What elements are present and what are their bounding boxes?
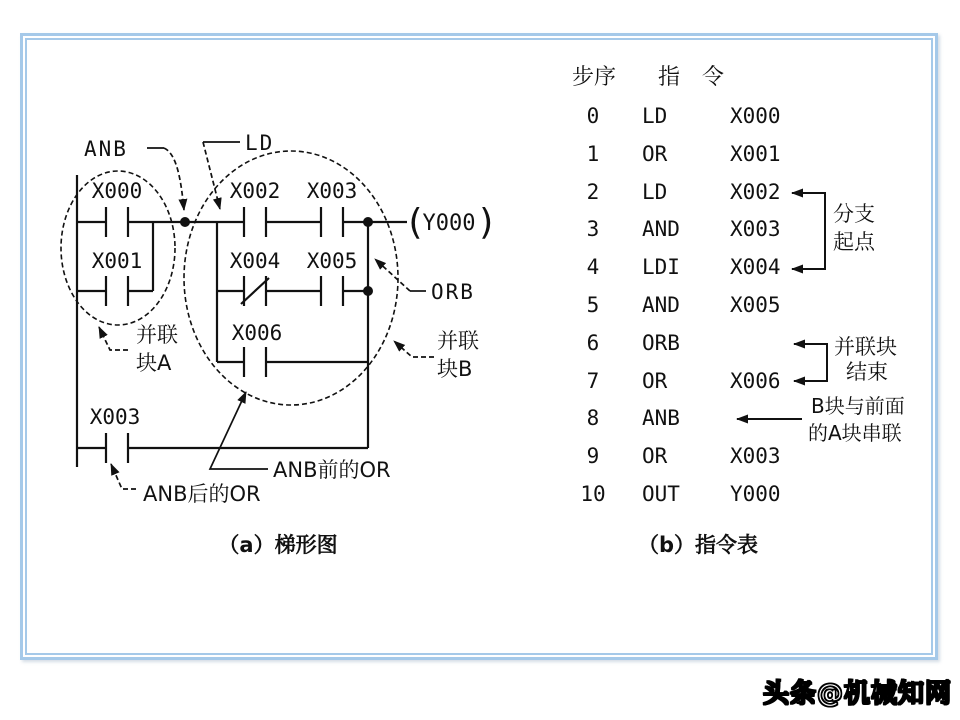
operand-cell: X006 <box>730 368 781 393</box>
contact-x001-label: X001 <box>91 249 143 273</box>
or-after-anb-label: ANB后的OR <box>143 482 261 506</box>
opcode-cell: OR <box>642 368 668 393</box>
step-cell: 4 <box>586 255 600 280</box>
block-b-label-line1: 并联 <box>437 329 479 353</box>
operand-cell: X001 <box>730 141 781 166</box>
branch-start-label-line2: 起点 <box>833 230 875 254</box>
block-a-label-line1: 并联 <box>136 323 178 347</box>
operand-cell: X004 <box>730 255 781 280</box>
series-note-label-line1: B块与前面 <box>811 394 905 418</box>
contact-x002-label: X002 <box>229 179 281 203</box>
opcode-cell: OR <box>642 141 668 166</box>
orb-leader <box>375 259 410 291</box>
operand-cell: Y000 <box>730 481 781 506</box>
step-cell: 2 <box>586 179 600 204</box>
parallel-end-label-line1: 并联块 <box>834 335 897 359</box>
table-row <box>572 174 812 212</box>
table-row <box>572 438 812 476</box>
opcode-cell: LD <box>642 179 668 204</box>
opcode-cell: AND <box>642 292 680 317</box>
block-b-leader <box>394 341 434 357</box>
table-row <box>572 136 812 174</box>
table-row <box>572 325 812 363</box>
block-a-label-line2: 块A <box>136 351 172 375</box>
coil-paren-close: ) <box>476 202 498 243</box>
or-before-anb-leader <box>210 392 268 469</box>
anb-leader <box>164 148 184 210</box>
or-before-anb-label: ANB前的OR <box>273 458 391 482</box>
branch-start-label-line1: 分支 <box>833 202 875 226</box>
contact-x006-label: X006 <box>231 321 283 345</box>
anb-label: ANB <box>84 137 128 161</box>
opcode-cell: LDI <box>642 255 680 280</box>
opcode-cell: LD <box>642 104 668 128</box>
table-annotation-labels <box>808 202 905 445</box>
coil-y000-label: Y000 <box>422 211 476 236</box>
opcode-cell: OR <box>642 444 668 469</box>
operand-cell: X003 <box>730 444 781 469</box>
or-after-anb-leader <box>111 464 136 489</box>
opcode-cell: AND <box>642 217 680 242</box>
step-cell: 6 <box>586 330 600 355</box>
step-cell: 3 <box>586 217 600 242</box>
table-row <box>572 363 812 401</box>
contact-x005-label: X005 <box>306 249 358 273</box>
header-step-column: 步序 <box>572 65 617 90</box>
instruction-table <box>572 98 812 514</box>
step-cell: 10 <box>580 481 606 506</box>
orb-label: ORB <box>431 280 475 304</box>
operand-cell: X005 <box>730 292 781 317</box>
step-cell: 9 <box>586 444 600 469</box>
watermark: 头条@机械知网 <box>762 679 952 709</box>
ld-leader <box>203 142 220 209</box>
series-note-label-line2: 的A块串联 <box>808 421 902 445</box>
table-row <box>572 249 812 287</box>
ld-label: LD <box>245 131 275 155</box>
contact-x003-bottom-label: X003 <box>89 405 141 429</box>
parallel-end-label-line2: 结束 <box>846 360 888 384</box>
opcode-cell: ORB <box>642 330 680 355</box>
step-cell: 0 <box>586 104 600 128</box>
operand-cell: X003 <box>730 217 781 242</box>
contact-x000-label: X000 <box>91 179 143 203</box>
instruction-table-header <box>572 60 812 90</box>
contact-x003-top-label: X003 <box>306 179 358 203</box>
coil-paren-open: ( <box>404 202 426 243</box>
ladder-labels <box>84 131 498 506</box>
operand-cell: X000 <box>730 104 781 128</box>
opcode-cell: OUT <box>642 481 680 506</box>
block-a-leader <box>99 327 128 350</box>
step-cell: 1 <box>586 141 600 166</box>
instruction-table-caption: （b）指令表 <box>637 533 759 557</box>
operand-cell: X002 <box>730 179 781 204</box>
block-b-label-line2: 块B <box>437 357 473 381</box>
header-instruction-column: 指 令 <box>658 65 725 90</box>
opcode-cell: ANB <box>642 406 680 431</box>
step-cell: 7 <box>586 368 600 393</box>
step-cell: 5 <box>586 292 600 317</box>
nc-contact-slash <box>241 278 269 304</box>
table-row <box>572 98 812 136</box>
ladder-caption: （a）梯形图 <box>218 533 338 557</box>
table-row <box>572 211 812 249</box>
contact-x004-label: X004 <box>229 249 281 273</box>
table-row <box>572 287 812 325</box>
table-row <box>572 476 812 514</box>
table-row <box>572 400 812 438</box>
step-cell: 8 <box>586 406 600 431</box>
